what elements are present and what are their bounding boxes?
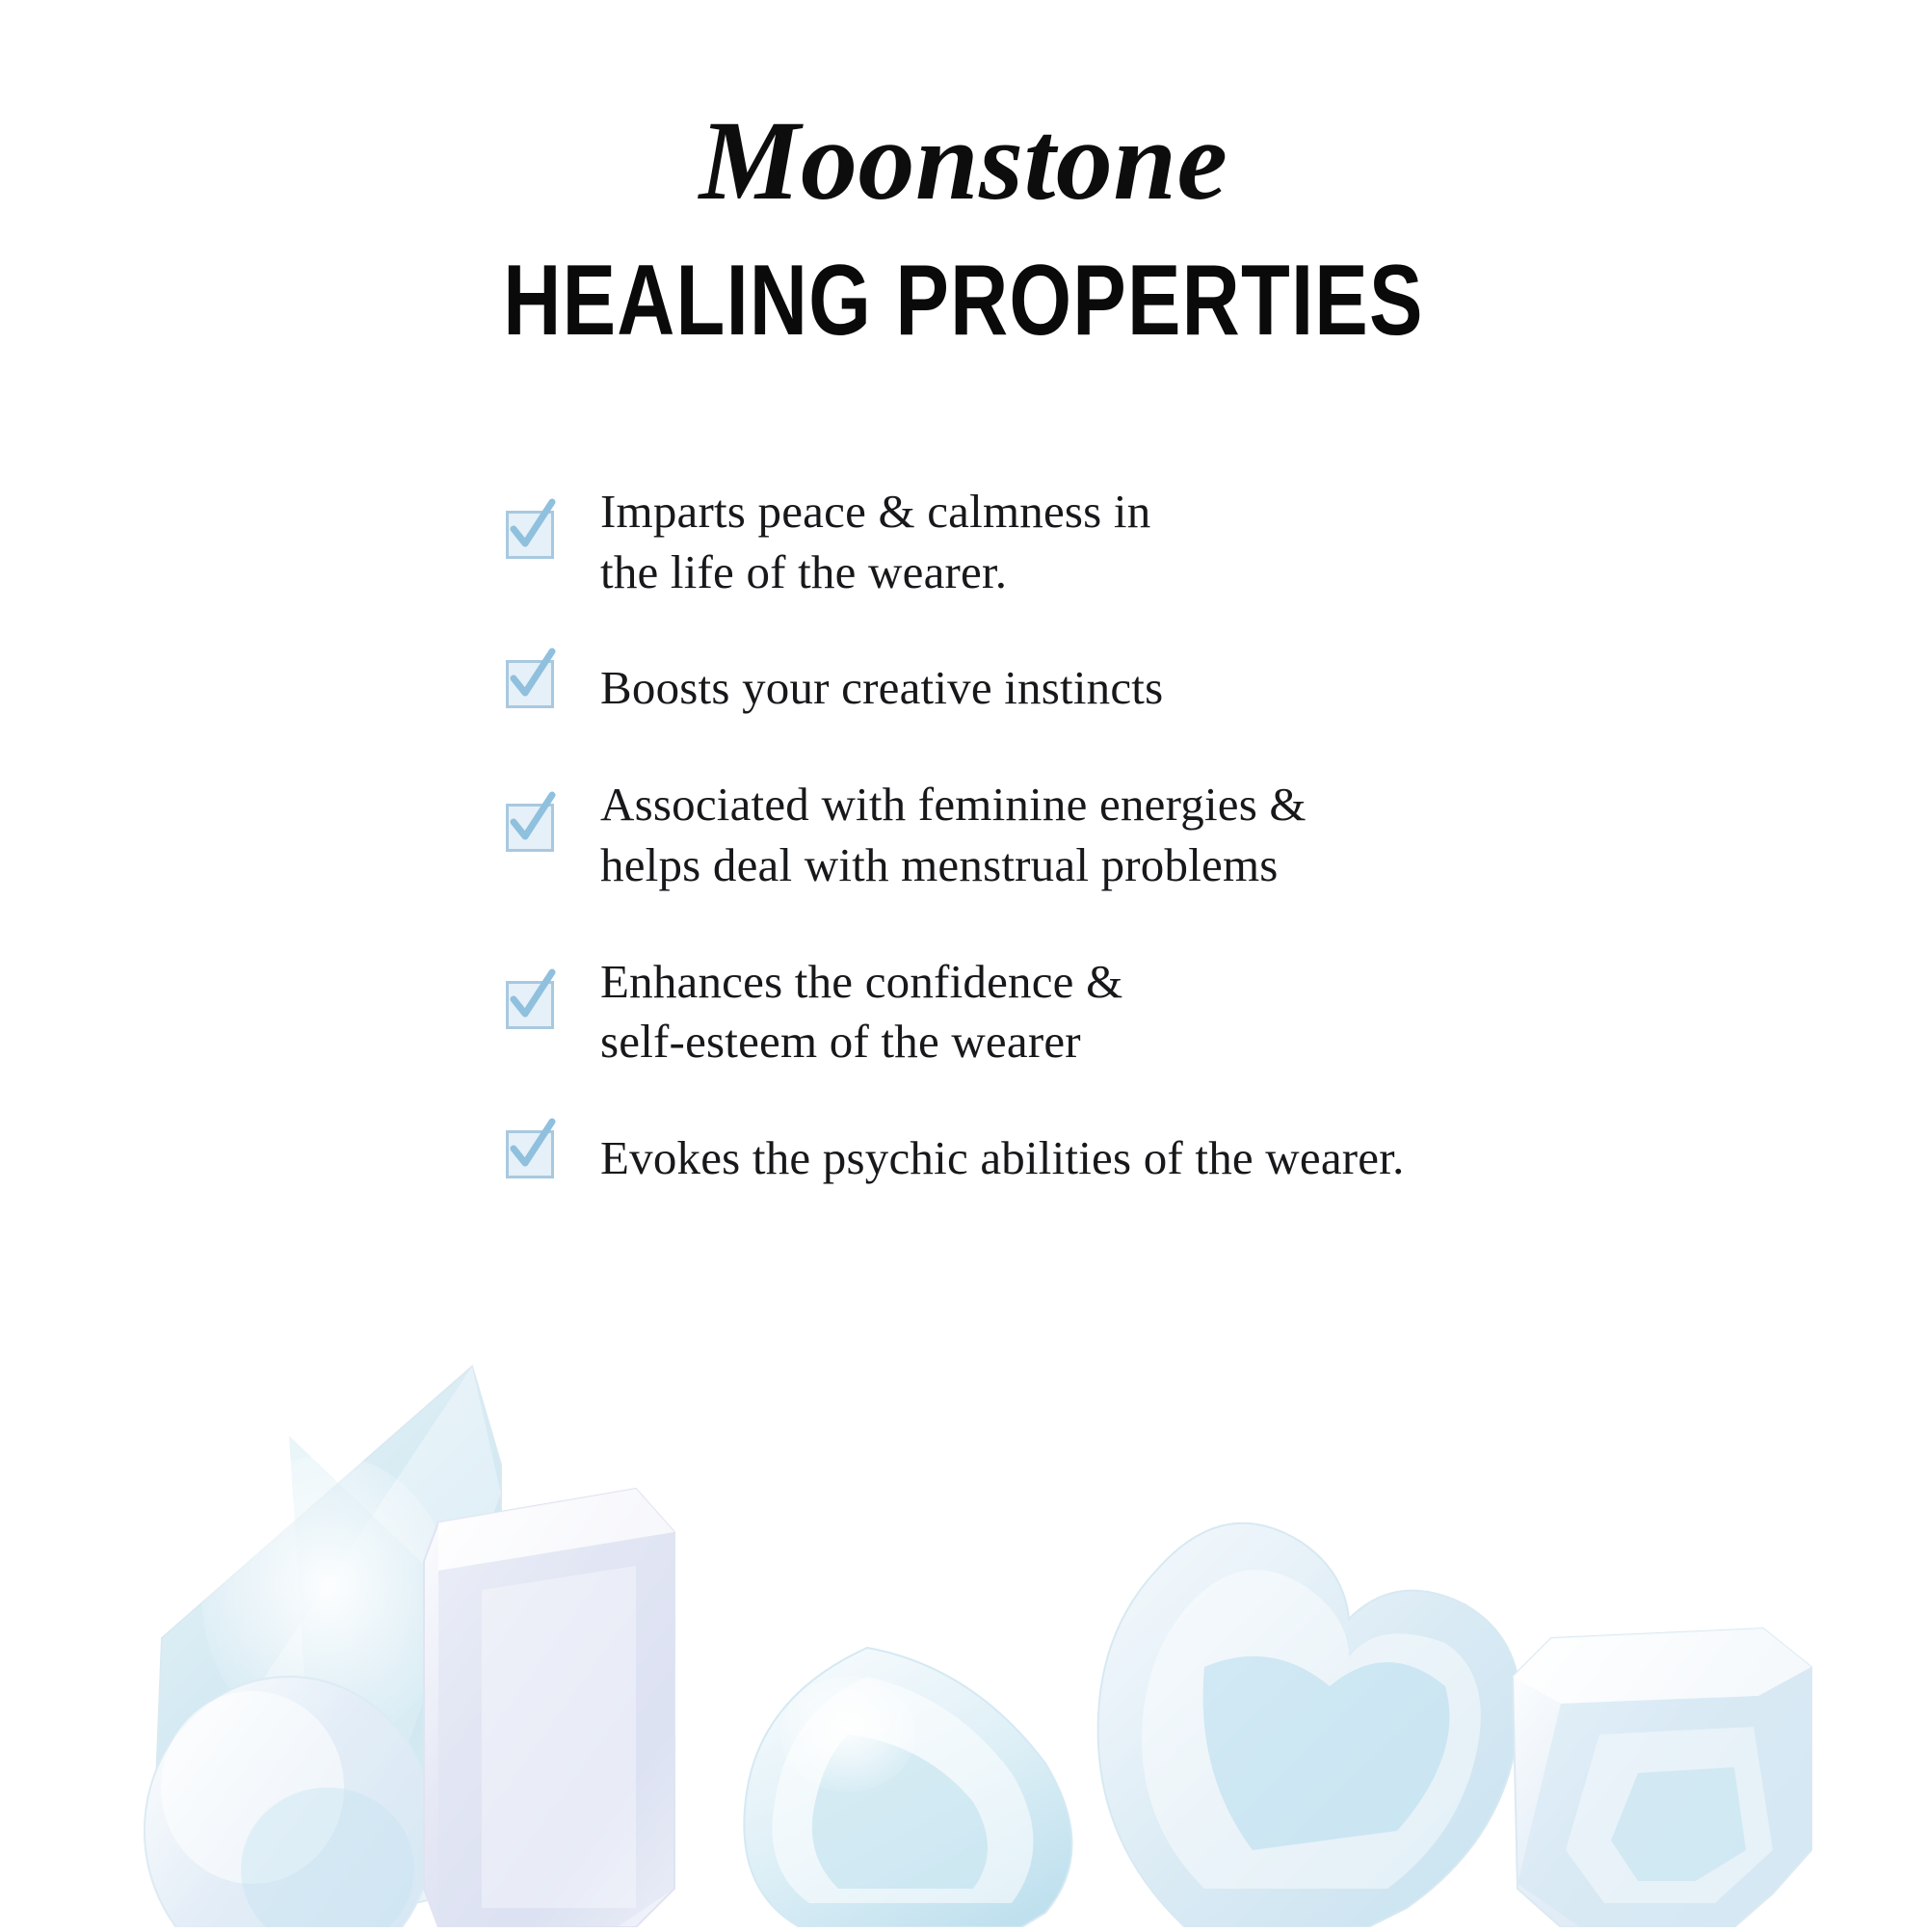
stone-emerald-cut	[424, 1489, 674, 1927]
header	[0, 0, 1927, 357]
list-item-label: Associated with feminine energies & helps deal with menstrual problems	[600, 778, 1307, 891]
checkbox-checked-icon	[506, 804, 554, 852]
list-item-label: Boosts your creative instincts	[600, 661, 1164, 715]
page-title-script: Moonstone	[699, 97, 1228, 224]
stone-pear-faceted	[744, 1648, 1071, 1927]
moonstone-gemstones-illustration	[0, 1349, 1927, 1927]
checkbox-checked-icon	[506, 511, 554, 559]
checkbox-checked-icon	[506, 660, 554, 708]
healing-properties-list	[506, 482, 1585, 1189]
list-item	[506, 482, 1585, 602]
list-item	[506, 658, 1585, 719]
stone-heart-cabochon	[1098, 1523, 1520, 1927]
list-item-label: Evokes the psychic abilities of the wearer.	[600, 1131, 1405, 1185]
page-title: HEALING PROPERTIES	[503, 245, 1424, 357]
stone-cushion-cut	[1513, 1628, 1811, 1927]
list-item	[506, 952, 1585, 1072]
list-item	[506, 775, 1585, 895]
list-item-label: Enhances the confidence & self-esteem of the wearer	[600, 954, 1123, 1069]
list-item-label: Imparts peace & calmness in the life of the wearer.	[600, 485, 1151, 598]
checkbox-checked-icon	[506, 981, 554, 1029]
list-item	[506, 1128, 1585, 1189]
checkbox-checked-icon	[506, 1130, 554, 1178]
